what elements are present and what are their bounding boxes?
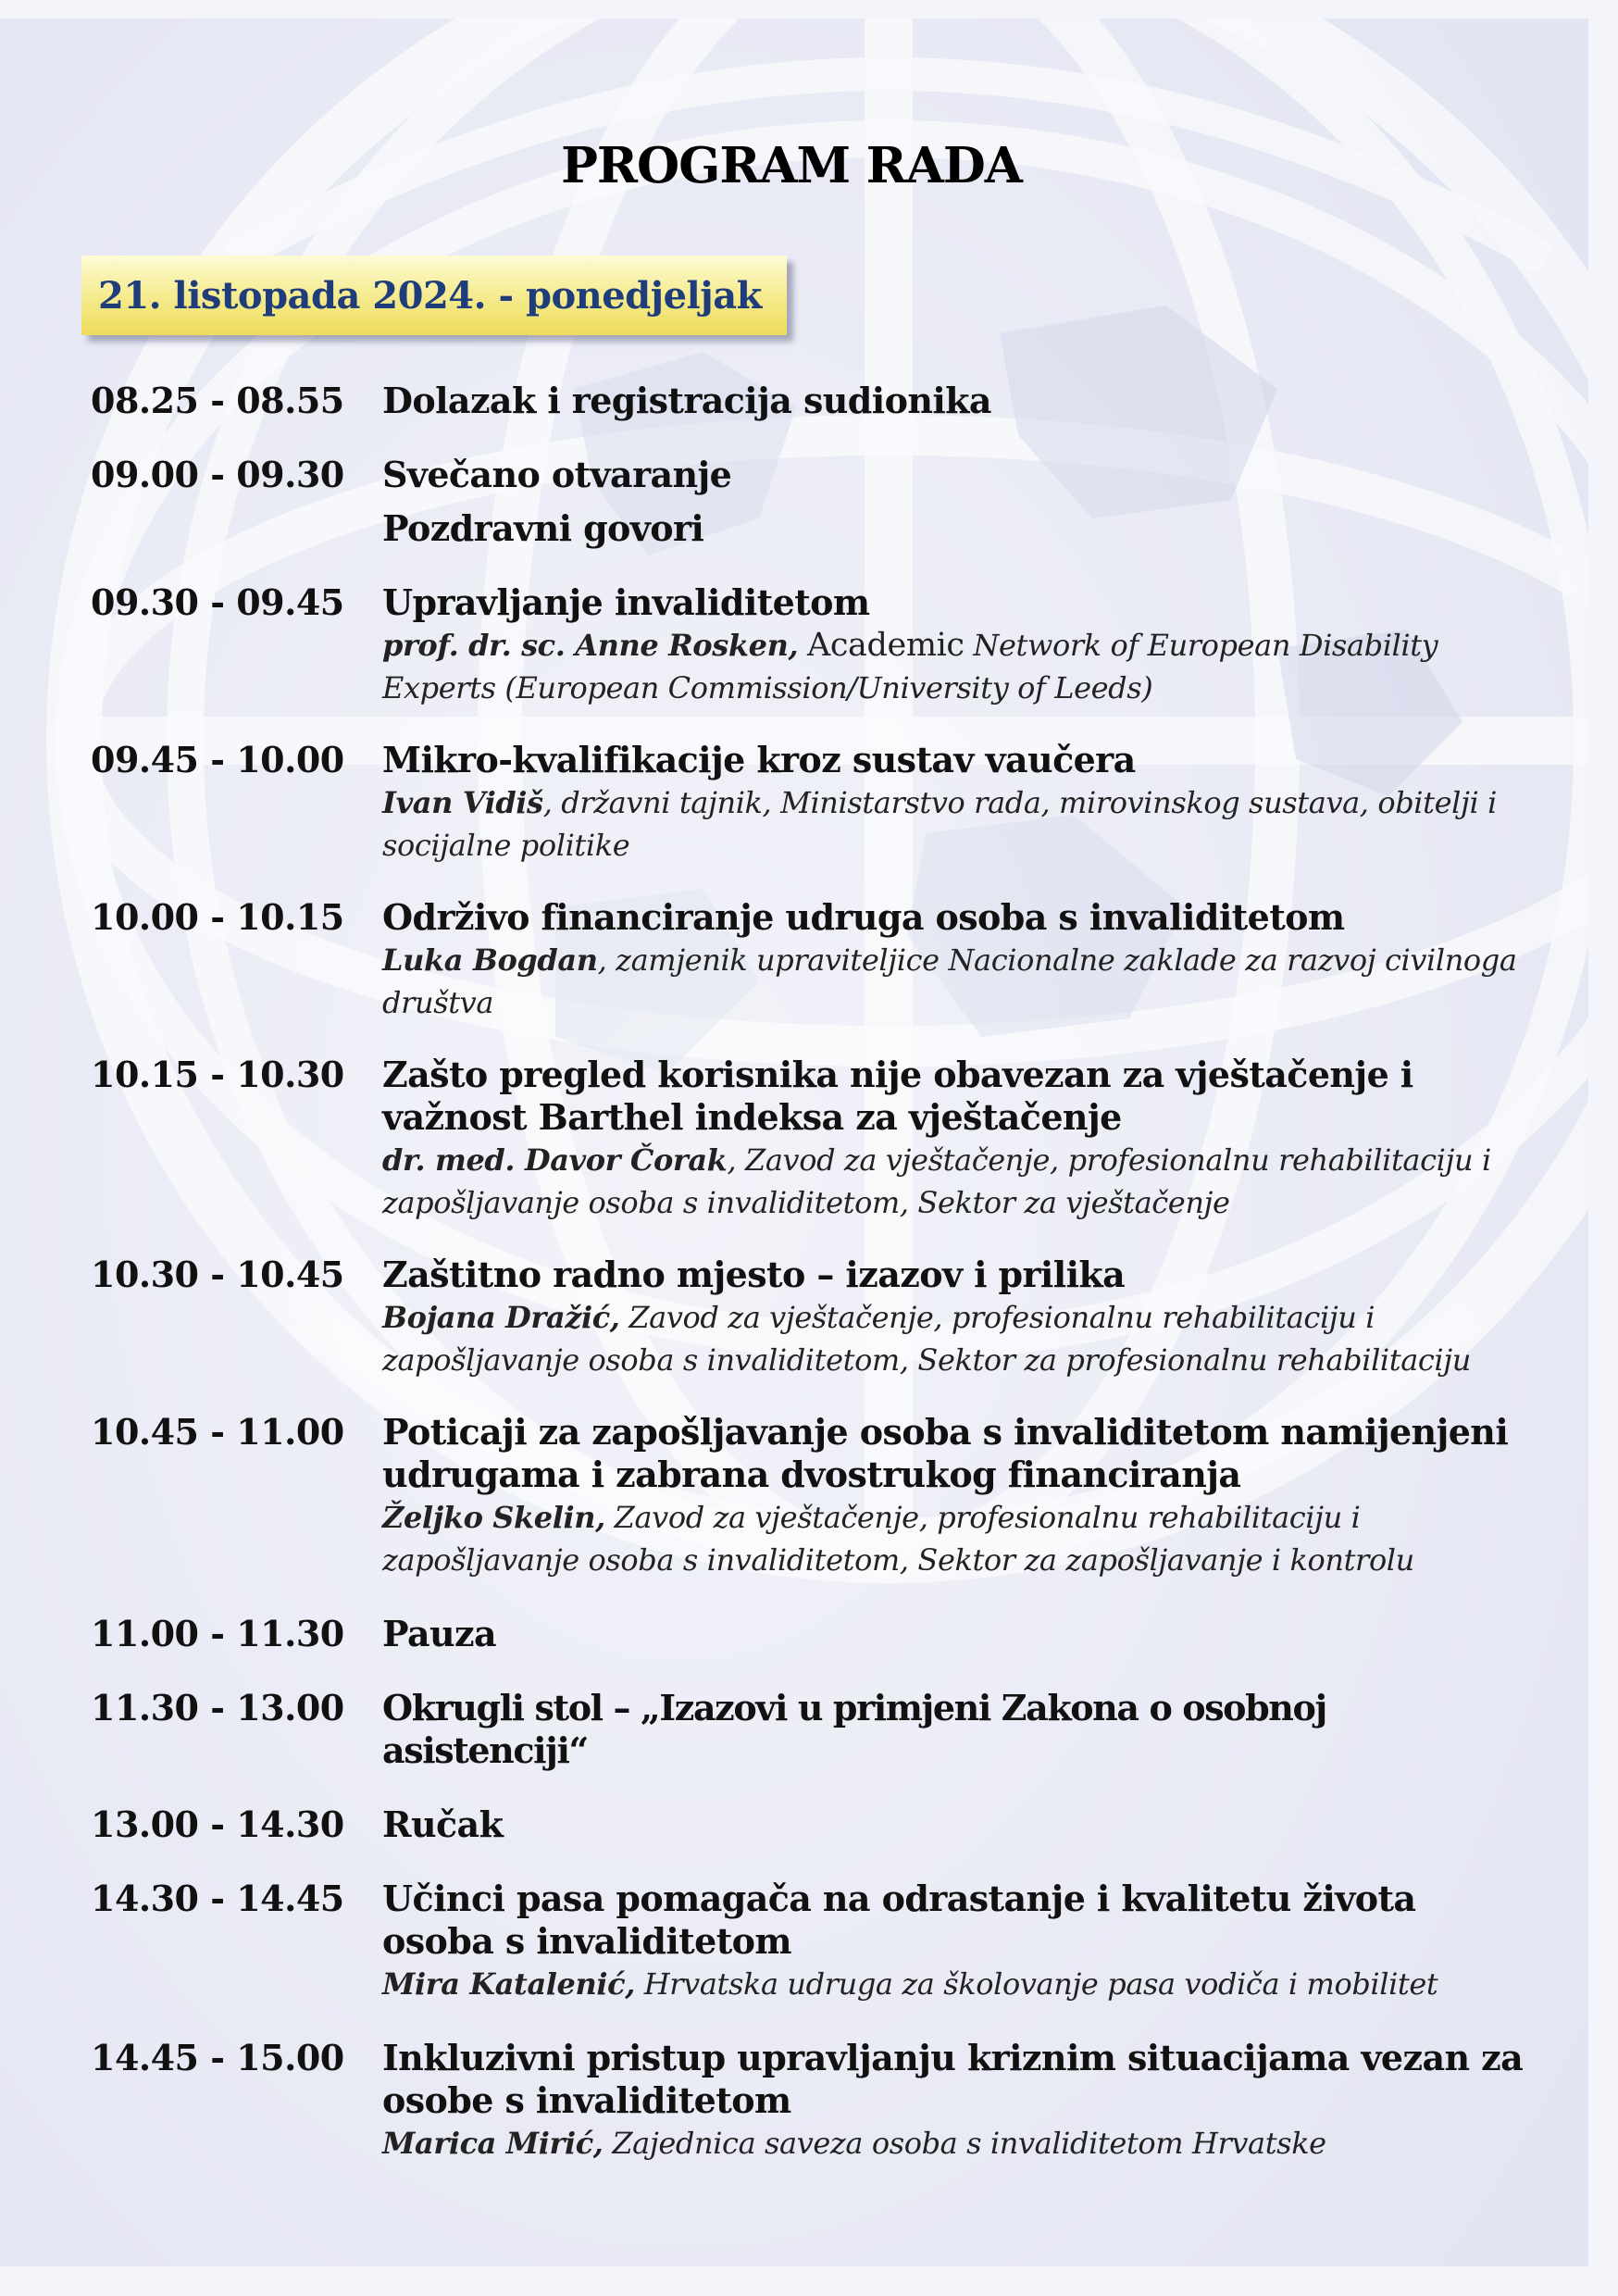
speaker-name: Ivan Vidiš xyxy=(382,785,543,820)
agenda-speaker xyxy=(382,2122,1535,2165)
agenda-item xyxy=(91,380,1535,422)
speaker-name: dr. med. Davor Čorak xyxy=(382,1142,728,1178)
agenda-item xyxy=(91,1803,1535,1846)
date-heading: 21. listopada 2024. - ponedjeljak xyxy=(98,273,762,318)
agenda-item xyxy=(91,2037,1535,2165)
agenda-item xyxy=(91,1054,1535,1224)
agenda-time: 14.45 - 15.00 xyxy=(91,2037,344,2078)
agenda-content xyxy=(382,454,1535,550)
date-banner xyxy=(81,256,787,335)
speaker-details: , državni tajnik, Ministarstvo rada, mirovinskog sustava, obitelji i socijalne politike xyxy=(382,785,1497,863)
agenda-topic: Učinci pasa pomagača na odrastanje i kvalitetu života osoba s invaliditetom xyxy=(382,1878,1416,1962)
speaker-name: Marica Mirić, xyxy=(382,2126,604,2161)
agenda-content xyxy=(382,1411,1535,1581)
agenda-time: 09.00 - 09.30 xyxy=(91,454,344,495)
agenda-content xyxy=(382,581,1535,709)
speaker-name: Željko Skelin, xyxy=(382,1500,605,1535)
agenda-time: 09.45 - 10.00 xyxy=(91,739,344,780)
agenda-topic: Upravljanje invaliditetom xyxy=(382,581,870,623)
agenda-speaker xyxy=(382,939,1535,1024)
agenda-speaker xyxy=(382,1963,1535,2005)
agenda-item xyxy=(91,1878,1535,2005)
agenda-list xyxy=(91,380,1535,2165)
speaker-details: Zavod za vještačenje, profesionalnu rehabilitaciju i zapošljavanje osoba s invaliditetom, Sektor za profesionalnu rehabilitaciju xyxy=(382,1300,1471,1378)
agenda-topic: Ručak xyxy=(382,1803,504,1845)
agenda-content xyxy=(382,1254,1535,1381)
speaker-role: Academic xyxy=(806,627,965,664)
agenda-topic: Inkluzivni pristup upravljanju kriznim situacijama vezan za osobe s invaliditetom xyxy=(382,2037,1524,2121)
agenda-speaker xyxy=(382,624,1535,709)
agenda-time: 14.30 - 14.45 xyxy=(91,1878,344,1919)
agenda-subtopic: Pozdravni govori xyxy=(382,507,704,549)
agenda-item xyxy=(91,581,1535,709)
agenda-topic: Svečano otvaranje xyxy=(382,454,732,495)
agenda-time: 10.45 - 11.00 xyxy=(91,1411,344,1453)
agenda-topic: Dolazak i registracija sudionika xyxy=(382,380,991,421)
speaker-name: prof. dr. sc. Anne Rosken, xyxy=(382,628,799,663)
agenda-time: 11.30 - 13.00 xyxy=(91,1687,344,1728)
agenda-topic: Mikro-kvalifikacije kroz sustav vaučera xyxy=(382,739,1136,780)
agenda-time: 10.30 - 10.45 xyxy=(91,1254,344,1295)
agenda-time: 08.25 - 08.55 xyxy=(91,380,344,421)
agenda-content xyxy=(382,1803,1535,1846)
speaker-details: , Zavod za vještačenje, profesionalnu rehabilitaciju i zapošljavanje osoba s invaliditetom, Sektor za vještačenje xyxy=(382,1142,1491,1220)
agenda-item xyxy=(91,1411,1535,1581)
agenda-content xyxy=(382,739,1535,867)
agenda-speaker xyxy=(382,781,1535,867)
agenda-topic: Poticaji za zapošljavanje osoba s invaliditetom namijenjeni udrugama i zabrana dvostrukog financiranja xyxy=(382,1411,1509,1495)
agenda-time: 11.00 - 11.30 xyxy=(91,1613,344,1654)
speaker-details: Zavod za vještačenje, profesionalnu rehabilitaciju i zapošljavanje osoba s invaliditetom, Sektor za zapošljavanje i kontrolu xyxy=(382,1500,1414,1578)
agenda-content xyxy=(382,380,1535,422)
agenda-content xyxy=(382,1687,1535,1772)
agenda-item xyxy=(91,1254,1535,1381)
agenda-topic: Pauza xyxy=(382,1613,497,1654)
agenda-topic: Zašto pregled korisnika nije obavezan za vještačenje i važnost Barthel indeksa za vještačenje xyxy=(382,1054,1413,1138)
agenda-time: 10.00 - 10.15 xyxy=(91,896,344,938)
speaker-name: Luka Bogdan xyxy=(382,942,598,978)
agenda-topic: Održivo financiranje udruga osoba s invaliditetom xyxy=(382,896,1345,938)
speaker-details: Zajednica saveza osoba s invaliditetom Hrvatske xyxy=(612,2126,1326,2161)
speaker-name: Bojana Dražić, xyxy=(382,1300,620,1335)
speaker-name: Mira Katalenić, xyxy=(382,1966,635,2002)
page-title: PROGRAM RADA xyxy=(561,137,1022,194)
agenda-item xyxy=(91,1687,1535,1772)
agenda-item xyxy=(91,739,1535,867)
agenda-speaker xyxy=(382,1496,1535,1581)
agenda-item xyxy=(91,896,1535,1024)
agenda-time: 09.30 - 09.45 xyxy=(91,581,344,623)
agenda-topic: Zaštitno radno mjesto – izazov i prilika xyxy=(382,1254,1126,1295)
agenda-item xyxy=(91,1613,1535,1655)
agenda-topic: Okrugli stol – „Izazovi u primjeni Zakona o osobnoj asistenciji“ xyxy=(382,1687,1326,1771)
speaker-details: Hrvatska udruga za školovanje pasa vodiča i mobilitet xyxy=(643,1966,1438,2002)
speaker-details: Network of European Disability Experts (European Commission/University of Leeds) xyxy=(382,628,1438,705)
agenda-content xyxy=(382,896,1535,1024)
agenda-content xyxy=(382,1054,1535,1224)
agenda-time: 13.00 - 14.30 xyxy=(91,1803,344,1845)
agenda-time: 10.15 - 10.30 xyxy=(91,1054,344,1095)
speaker-details: , zamjenik upraviteljice Nacionalne zaklade za razvoj civilnoga društva xyxy=(382,942,1517,1020)
agenda-content xyxy=(382,2037,1535,2165)
agenda-speaker xyxy=(382,1139,1535,1224)
agenda-speaker xyxy=(382,1296,1535,1381)
agenda-item xyxy=(91,454,1535,550)
agenda-content xyxy=(382,1613,1535,1655)
agenda-content xyxy=(382,1878,1535,2005)
